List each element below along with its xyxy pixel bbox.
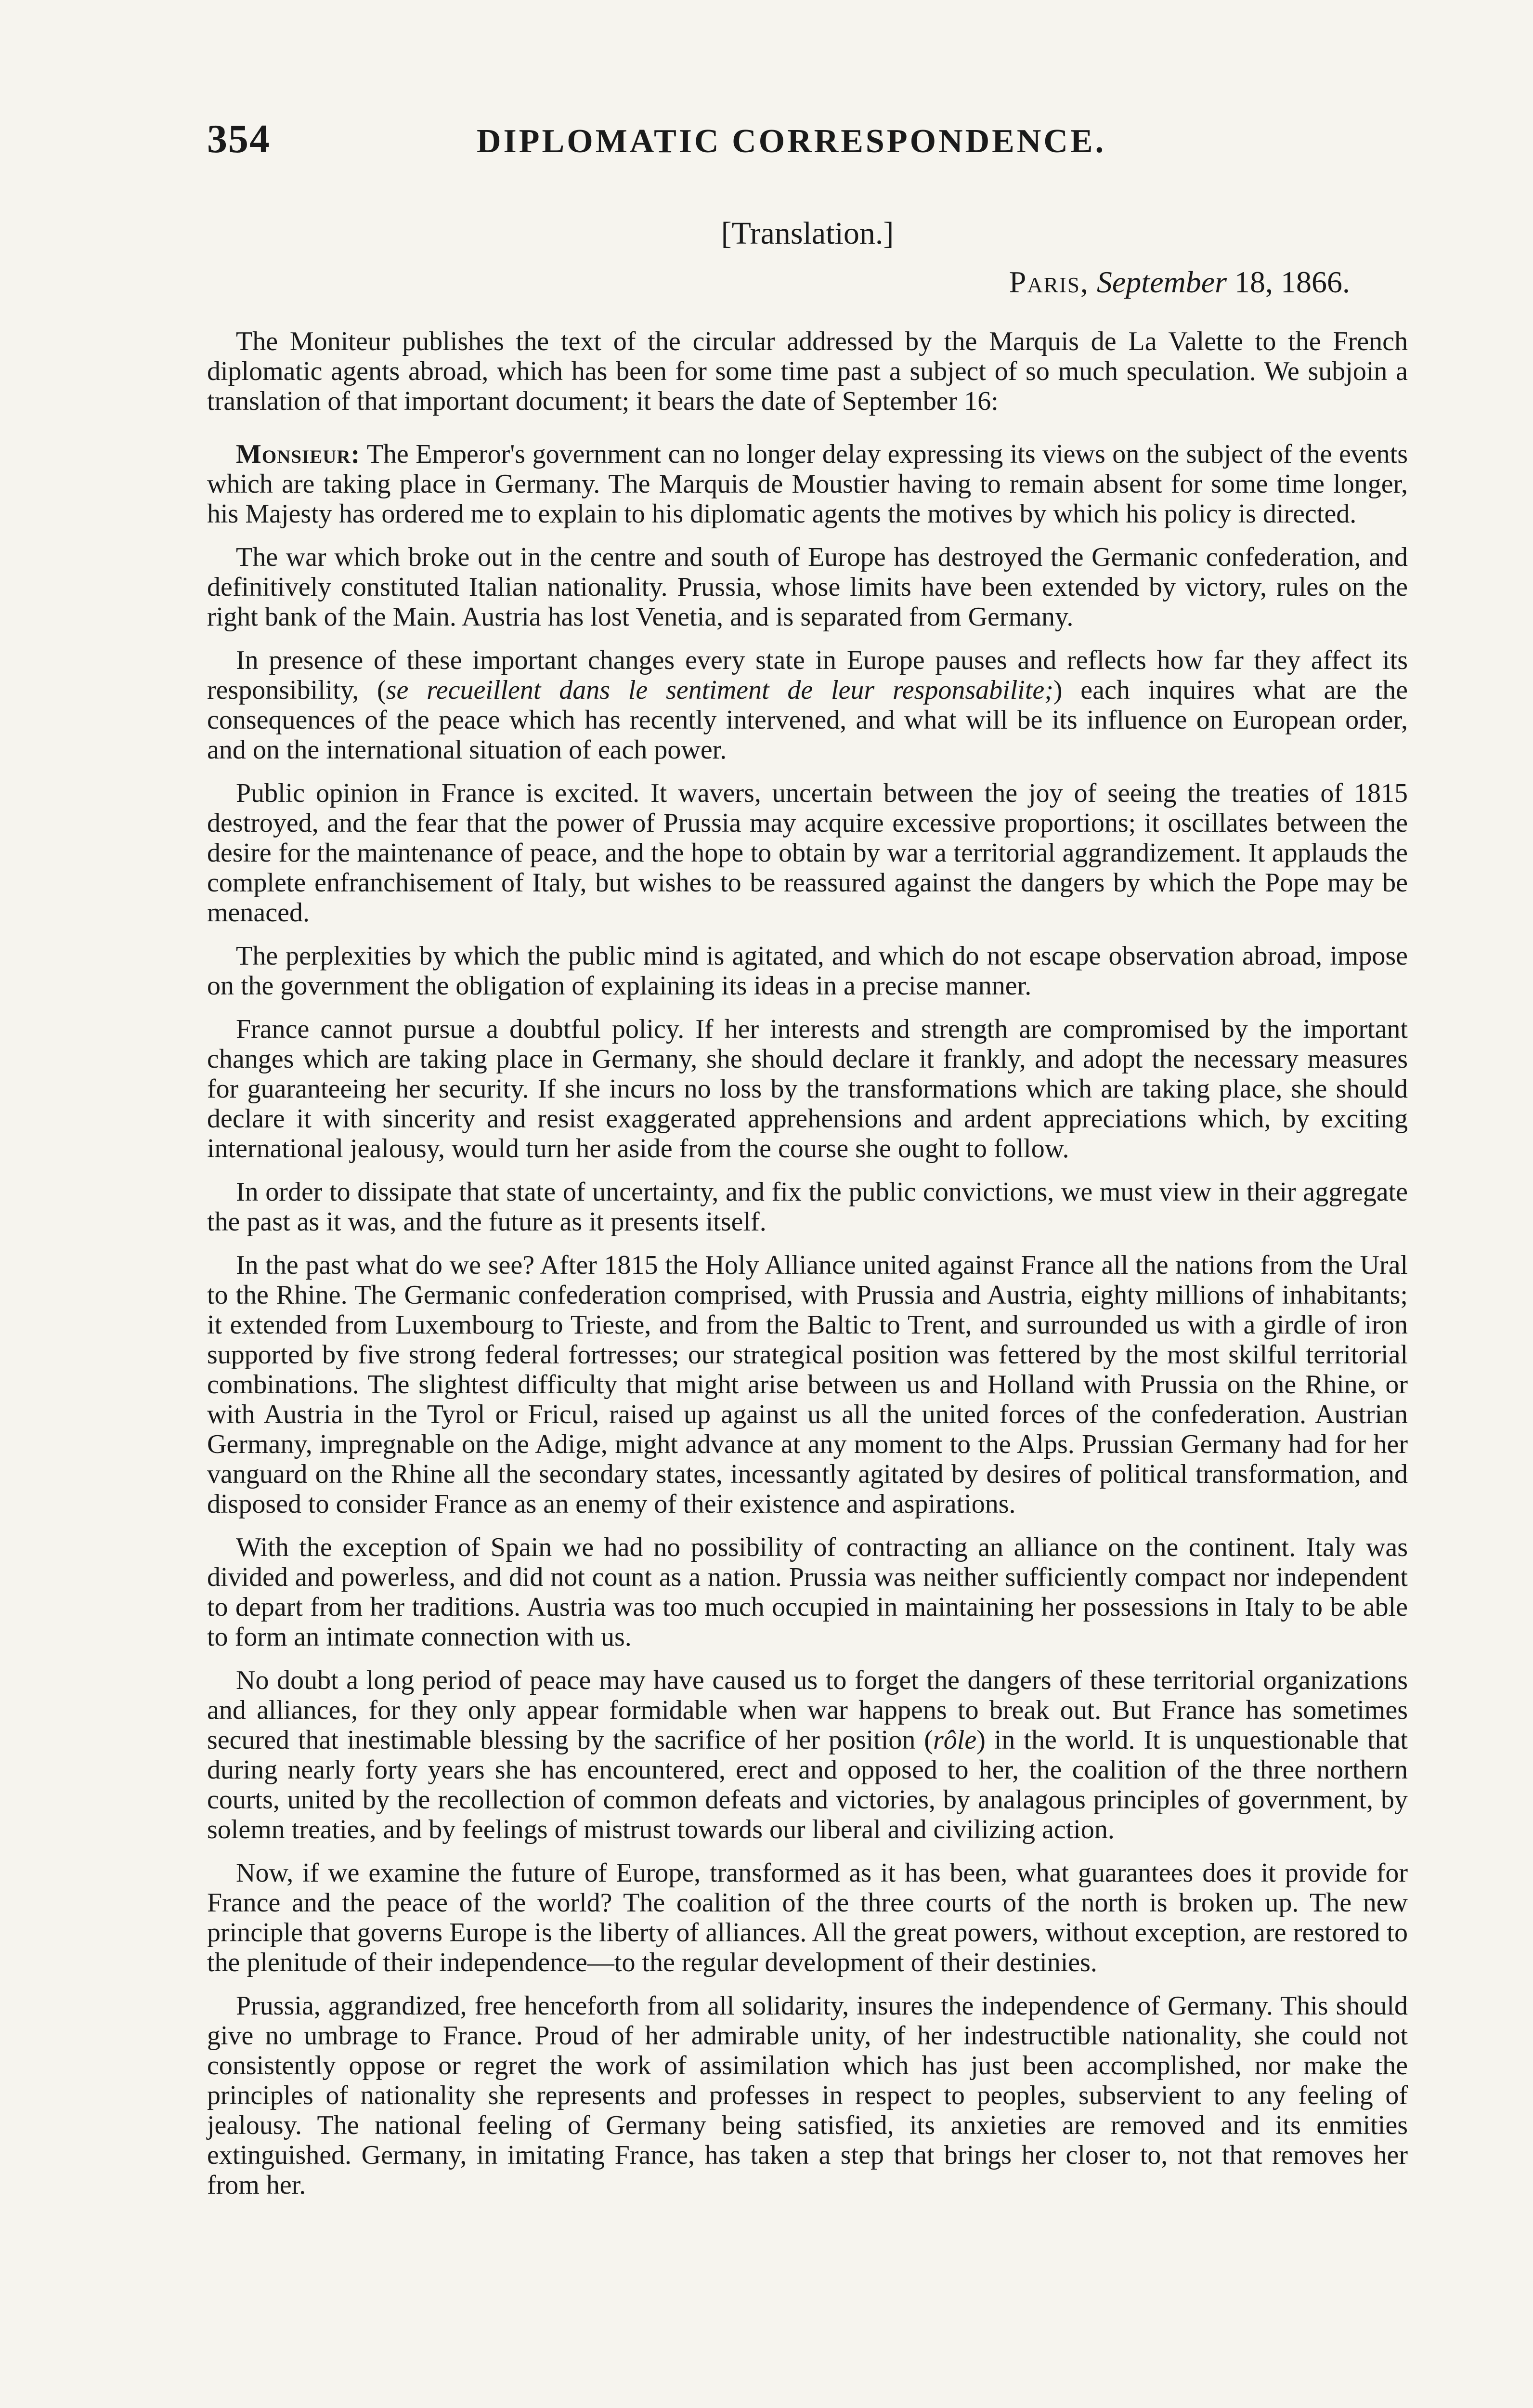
paragraph-3-text-b: ) each inquires what are the consequences of the peace which has recently intervened, and what will be its influence on European order, and on the international situation of each power. bbox=[207, 675, 1408, 765]
running-head: DIPLOMATIC CORRESPONDENCE. bbox=[477, 123, 1106, 160]
paragraph-10 bbox=[207, 1665, 1408, 1845]
paragraph-2: The war which broke out in the centre and south of Europe has destroyed the Germanic confederation, and definitively constituted Italian nationality. Prussia, whose limits have been extended by victory, rules on the right bank of the Main. Austria has lost Venetia, and is separated from Germany. bbox=[207, 542, 1408, 632]
paragraph-5: The perplexities by which the public mind is agitated, and which do not escape observation abroad, impose on the government the obligation of explaining its ideas in a precise manner. bbox=[207, 941, 1408, 1001]
translation-note: [Translation.] bbox=[721, 216, 894, 251]
paragraph-10-text-a: No doubt a long period of peace may have caused us to forget the dangers of these territorial organizations and alliances, for they only appear formidable when war happens to break out. But France has sometimes secured that inestimable blessing by the sacrifice of her position ( bbox=[207, 1665, 1408, 1755]
paragraph-3-french-phrase: se recueillent dans le sentiment de leur responsabilite; bbox=[386, 675, 1053, 705]
paragraph-3 bbox=[207, 645, 1408, 765]
paragraph-10-text-b: ) in the world. It is unquestionable that during nearly forty years she has encountered, erect and opposed to her, the coalition of the three northern courts, united by the recollection of common defeats and victories, by analagous principles of government, by solemn treaties, and by feelings of mistrust towards our liberal and civilizing action. bbox=[207, 1725, 1408, 1845]
paragraph-8: In the past what do we see? After 1815 the Holy Alliance united against France all the nations from the Ural to the Rhine. The Germanic confederation comprised, with Prussia and Austria, eighty millions of inhabitants; it extended from Luxembourg to Trieste, and from the Baltic to Trent, and surrounded us with a girdle of iron supported by five strong federal fortresses; our strategical position was fettered by the most skilful territorial combinations. The slightest difficulty that might arise between us and Holland with Prussia on the Rhine, or with Austria in the Tyrol or Fricul, raised up against us all the united forces of the confederation. Austrian Germany, impregnable on the Adige, might advance at any moment to the Alps. Prussian Germany had for her vanguard on the Rhine all the secondary states, incessantly agitated by desires of political transformation, and disposed to consider France as an enemy of their existence and aspirations. bbox=[207, 1250, 1408, 1519]
paragraph-3-text-a: In presence of these important changes every state in Europe pauses and reflects how far they affect its responsibility, ( bbox=[207, 645, 1408, 705]
paragraph-11: Now, if we examine the future of Europe, transformed as it has been, what guarantees does it provide for France and the peace of the world? The coalition of the three courts of the north is broken up. The new principle that governs Europe is the liberty of alliances. All the great powers, without exception, are restored to the plenitude of their independence—to the regular development of their destinies. bbox=[207, 1858, 1408, 1977]
paragraph-4: Public opinion in France is excited. It wavers, uncertain between the joy of seeing the treaties of 1815 destroyed, and the fear that the power of Prussia may acquire excessive proportions; it oscillates between the desire for the maintenance of peace, and the hope to obtain by war a territorial aggrandizement. It applauds the complete enfranchisement of Italy, but wishes to be reassured against the dangers by which the Pope may be menaced. bbox=[207, 778, 1408, 928]
dateline-date: 18, 1866. bbox=[1234, 265, 1350, 299]
intro-paragraph: The Moniteur publishes the text of the circular addressed by the Marquis de La Valette to the French diplomatic agents abroad, which has been for some time past a subject of so much speculation. We subjoin a translation of that important document; it bears the date of September 16: bbox=[207, 327, 1408, 416]
paragraph-1-text: The Emperor's government can no longer delay expressing its views on the subject of the events which are taking place in Germany. The Marquis de Moustier having to remain absent for some time longer, his Majesty has ordered me to explain to his diplomatic agents the motives by which his policy is directed. bbox=[207, 439, 1408, 529]
dateline bbox=[207, 264, 1350, 300]
page-header bbox=[207, 116, 1408, 162]
dateline-month: September bbox=[1096, 265, 1227, 299]
paragraph-9: With the exception of Spain we had no possibility of contracting an alliance on the continent. Italy was divided and powerless, and did not count as a nation. Prussia was neither sufficiently compact nor independent to depart from her traditions. Austria was too much occupied in maintaining her possessions in Italy to be able to form an intimate connection with us. bbox=[207, 1532, 1408, 1652]
page-number: 354 bbox=[207, 117, 271, 161]
dateline-place: Paris, bbox=[1009, 265, 1089, 299]
paragraph-7: In order to dissipate that state of uncertainty, and fix the public convictions, we must view in their aggregate the past as it was, and the future as it presents itself. bbox=[207, 1177, 1408, 1237]
salutation: Monsieur: bbox=[236, 439, 361, 469]
paragraph-6: France cannot pursue a doubtful policy. If her interests and strength are compromised by the important changes which are taking place in Germany, she should declare it frankly, and adopt the necessary measures for guaranteeing her security. If she incurs no loss by the transformations which are taking place, she should declare it with sincerity and resist exaggerated apprehensions and ardent appreciations which, by exciting international jealousy, would turn her aside from the course she ought to follow. bbox=[207, 1014, 1408, 1164]
paragraph-10-role: rôle bbox=[933, 1725, 977, 1755]
paragraph-1 bbox=[207, 439, 1408, 529]
paragraph-12: Prussia, aggrandized, free henceforth from all solidarity, insures the independence of Germany. This should give no umbrage to France. Proud of her admirable unity, of her indestructible nationality, she could not consistently oppose or regret the work of assimilation which has just been accomplished, nor make the principles of nationality she represents and professes in respect to peoples, subservient to any feeling of jealousy. The national feeling of Germany being satisfied, its anxieties are removed and its enmities extinguished. Germany, in imitating France, has taken a step that brings her closer to, not that removes her from her. bbox=[207, 1991, 1408, 2200]
